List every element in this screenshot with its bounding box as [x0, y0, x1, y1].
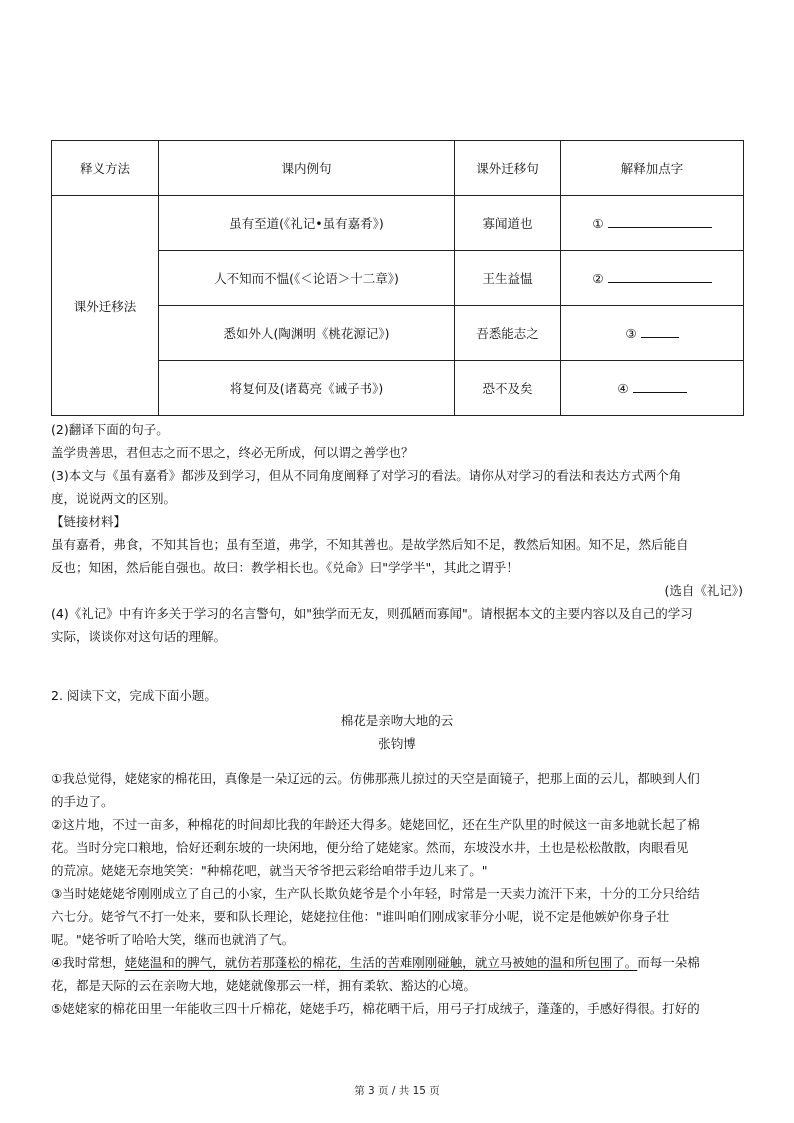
table-header-cell: 解释加点字 — [561, 141, 744, 196]
transfer-cell: 吾悉能志之 — [455, 306, 561, 361]
answer-blank[interactable] — [641, 325, 679, 338]
transfer-cell: 恐不及矣 — [455, 361, 561, 416]
question-text: 实际，谈谈你对这句话的理解。 — [51, 629, 227, 644]
paragraph-line: ⑤姥姥家的棉花田里一年能收三四十斤棉花，姥姥手巧，棉花晒干后，用弓子打成绒子，蓬蓬的，手感好得很。打好的 — [51, 1001, 700, 1016]
transfer-cell: 寡闻道也 — [455, 196, 561, 251]
article-title: 棉花是亲吻大地的云 — [340, 713, 454, 728]
transfer-cell: 王生益愠 — [455, 251, 561, 306]
answer-blank[interactable] — [608, 215, 712, 228]
paragraph-line: 花，都是天际的云在亲吻大地，姥姥就像那云一样，拥有柔软、豁达的心境。 — [51, 978, 477, 993]
example-cell: 悉如外人(陶渊明《桃花源记》) — [159, 306, 455, 361]
method-cell: 课外迁移法 — [52, 196, 159, 416]
paragraph-line: ①我总觉得，姥姥家的棉花田，真像是一朵辽远的云。仿佛那燕儿掠过的天空是面镜子，把那上面的云儿，都映到人们 — [51, 771, 700, 786]
paragraph-line: 的荒凉。姥姥无奈地笑笑："种棉花吧，就当天爷爷把云彩给咱带手边儿来了。" — [51, 863, 488, 878]
answer-number: ④ — [617, 381, 629, 396]
question-text: (4)《礼记》中有许多关于学习的名言警句，如"独学而无友，则孤陋而寡闻"。请根据本文的主要内容以及自己的学习 — [51, 606, 693, 621]
answer-cell — [561, 196, 744, 251]
method-table — [51, 140, 744, 416]
paragraph-line: ③当时姥姥姥爷刚刚成立了自己的小家，生产队长欺负姥爷是个小年轻，时常是一天卖力流汗下来，十分的工分只给结 — [51, 886, 700, 901]
table-header-row — [52, 141, 744, 196]
paragraph-line: 呢。"姥爷听了哈哈大笑，继而也就消了气。 — [51, 932, 295, 947]
question-text: 盖学贵善思，君但志之而不思之，终必无所成，何以谓之善学也？ — [51, 445, 414, 460]
question-block-1 — [51, 418, 743, 648]
question-prompt: 2. 阅读下文，完成下面小题。 — [51, 688, 217, 703]
question-text: 度，说说两文的区别。 — [51, 491, 177, 506]
page-footer: 第 3 页 / 共 15 页 — [354, 1085, 440, 1097]
answer-blank[interactable] — [633, 380, 687, 393]
example-cell: 将复何及(诸葛亮《诫子书》) — [159, 361, 455, 416]
answer-blank[interactable] — [608, 270, 712, 283]
example-cell: 人不知而不愠(《＜论语＞十二章》) — [159, 251, 455, 306]
paragraph-line: 花。当时分完口粮地，恰好还剩东坡的一块闲地，便分给了姥姥家。然而，东坡没水井，土也是松松散散，肉眼看见 — [51, 840, 689, 855]
paragraph-line: 的手边了。 — [51, 794, 114, 809]
paragraph-text: 而每一朵棉 — [637, 955, 700, 970]
table-header-cell: 释义方法 — [52, 141, 159, 196]
answer-number: ① — [592, 216, 604, 231]
answer-number: ② — [592, 271, 604, 286]
example-cell: 虽有至道(《礼记•虽有嘉肴》) — [159, 196, 455, 251]
material-source: (选自《礼记》) — [664, 583, 743, 598]
answer-cell — [561, 361, 744, 416]
table-header-cell: 课外迁移句 — [455, 141, 561, 196]
article-author: 张钧博 — [378, 736, 416, 751]
answer-cell — [561, 251, 744, 306]
table-row — [52, 196, 744, 251]
material-text: 反也；知困，然后能自强也。故曰：教学相长也。《兑命》曰"学学半"，其此之谓乎！ — [51, 560, 519, 575]
underlined-sentence: 姥姥温和的脾气，就仿若那蓬松的棉花，生活的苦难刚刚碰触，就立马被她的温和所包围了。 — [124, 955, 638, 970]
paragraph-text: ④我时常想， — [51, 955, 125, 970]
paragraph-line: 六七分。姥爷气不打一处来，要和队长理论，姥姥拉住他："谁叫咱们刚成家菲分小呢，说不定是他嫉妒你身子壮 — [51, 909, 670, 924]
table-header-cell: 课内例句 — [159, 141, 455, 196]
question-text: (3)本文与《虽有嘉肴》都涉及到学习，但从不同角度阐释了对学习的看法。请你从对学习的看法和表达方式两个角 — [51, 468, 682, 483]
answer-number: ③ — [625, 326, 637, 341]
paragraph-line: ②这片地，不过一亩多，种棉花的时间却比我的年龄还大得多。姥姥回忆，还在生产队里的时候这一亩多地就长起了棉 — [51, 817, 700, 832]
material-text: 虽有嘉肴，弗食，不知其旨也；虽有至道，弗学，不知其善也。是故学然后知不足，教然后知困。知不足，然后能自 — [51, 537, 689, 552]
question-text: (2)翻译下面的句子。 — [51, 422, 169, 437]
paragraph-line — [51, 951, 743, 974]
link-material-heading: 【链接材料】 — [51, 514, 127, 529]
answer-cell — [561, 306, 744, 361]
question-block-2 — [51, 684, 743, 1020]
